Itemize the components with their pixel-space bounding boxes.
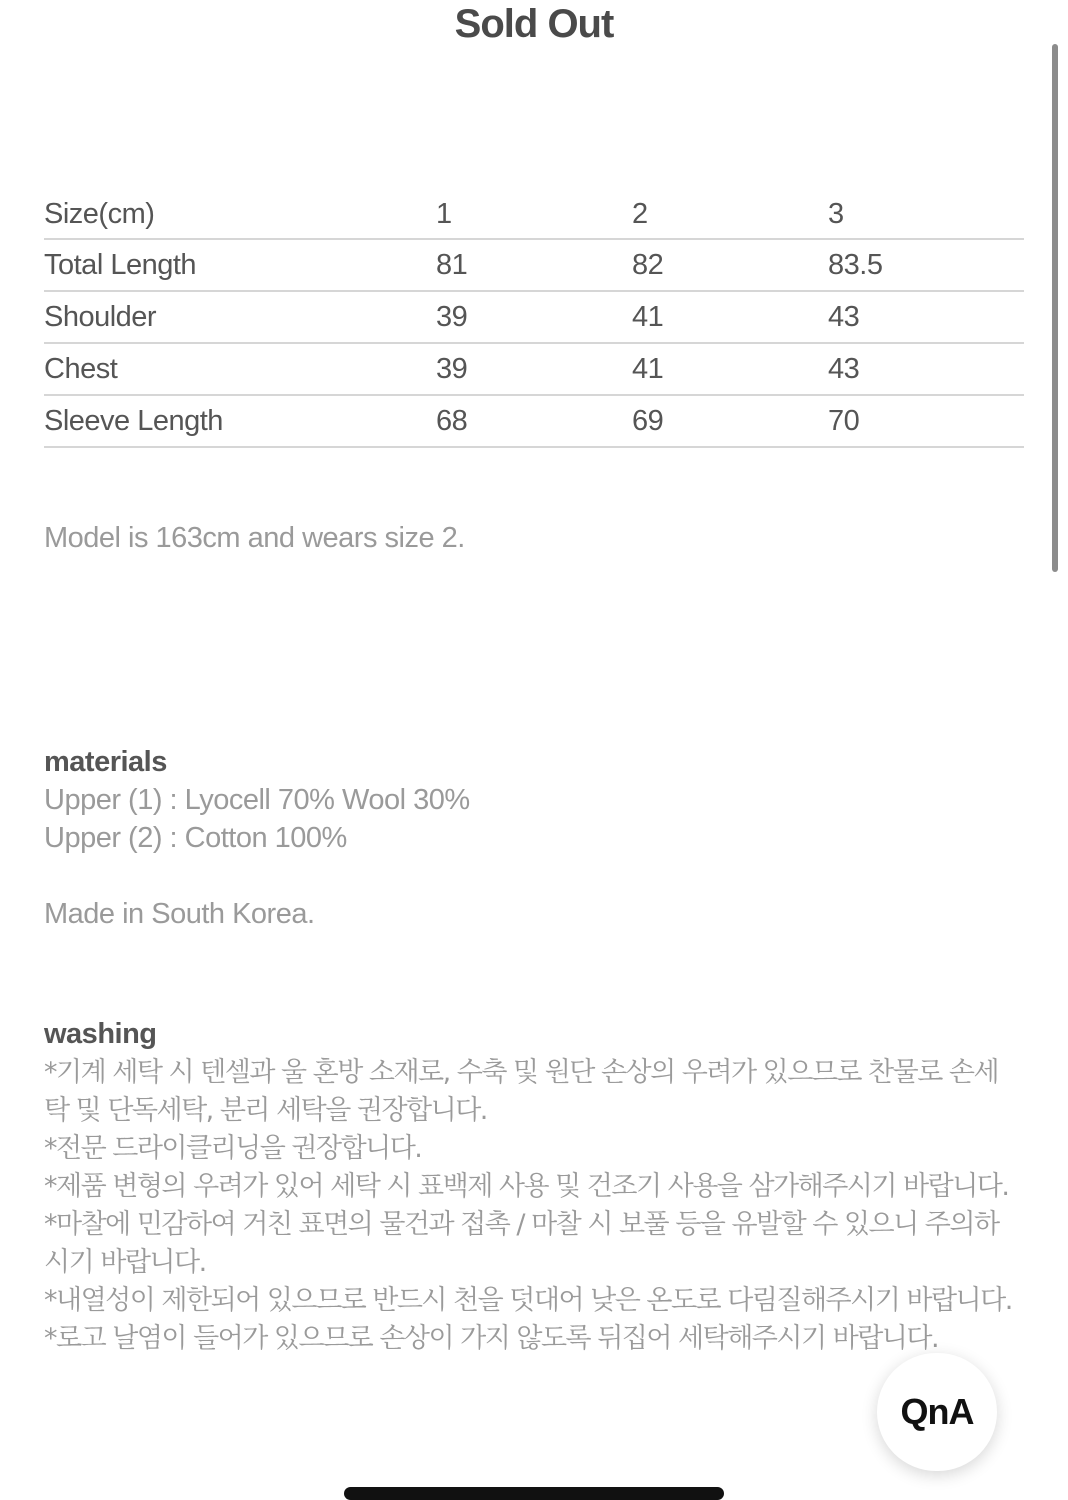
washing-instructions [44,1054,1019,1358]
materials-heading: materials [44,746,167,778]
sold-out-status: Sold Out [454,2,614,46]
table-cell: 39 [436,291,632,343]
table-cell: 70 [828,395,1024,447]
washing-item: *제품 변형의 우려가 있어 세탁 시 표백제 사용 및 건조기 사용을 삼가해주시기 바랍니다. [44,1171,1009,1202]
table-cell: 43 [828,343,1024,395]
table-cell: Chest [44,343,436,395]
table-row [44,343,1024,395]
table-cell: 41 [632,291,828,343]
model-size-note: Model is 163cm and wears size 2. [44,522,465,554]
washing-heading: washing [44,1018,157,1050]
washing-item: *기계 세탁 시 텐셀과 울 혼방 소재로, 수축 및 원단 손상의 우려가 있으므로 찬물로 손세탁 및 단독세탁, 분리 세탁을 권장합니다. [44,1057,999,1126]
table-cell: 43 [828,291,1024,343]
washing-item: *마찰에 민감하여 거친 표면의 물건과 접촉 / 마찰 시 보풀 등을 유발할 수 있으니 주의하시기 바랍니다. [44,1209,999,1278]
size-chart-table [44,190,1024,448]
qna-button[interactable]: QnA [877,1353,997,1471]
table-cell: 39 [436,343,632,395]
table-cell: 41 [632,343,828,395]
table-cell: Total Length [44,239,436,291]
table-header-cell: 3 [828,190,1024,239]
table-cell: Shoulder [44,291,436,343]
table-cell: Sleeve Length [44,395,436,447]
table-header-cell: 2 [632,190,828,239]
table-cell: 82 [632,239,828,291]
table-cell: 83.5 [828,239,1024,291]
table-row [44,395,1024,447]
table-cell: 69 [632,395,828,447]
vertical-scrollbar[interactable] [1052,44,1058,572]
table-cell: 81 [436,239,632,291]
home-indicator[interactable] [344,1487,724,1500]
material-line: Upper (2) : Cotton 100% [44,822,347,854]
washing-item: *내열성이 제한되어 있으므로 반드시 천을 덧대어 낮은 온도로 다림질해주시기 바랍니다. [44,1285,1012,1316]
table-header-cell: 1 [436,190,632,239]
table-header-row [44,190,1024,239]
table-cell: 68 [436,395,632,447]
washing-item: *로고 날염이 들어가 있으므로 손상이 가지 않도록 뒤집어 세탁해주시기 바랍니다. [44,1323,939,1354]
material-line: Upper (1) : Lyocell 70% Wool 30% [44,784,470,816]
table-header-cell: Size(cm) [44,190,436,239]
country-of-origin: Made in South Korea. [44,898,315,930]
washing-item: *전문 드라이클리닝을 권장합니다. [44,1133,422,1164]
table-row [44,239,1024,291]
table-row [44,291,1024,343]
